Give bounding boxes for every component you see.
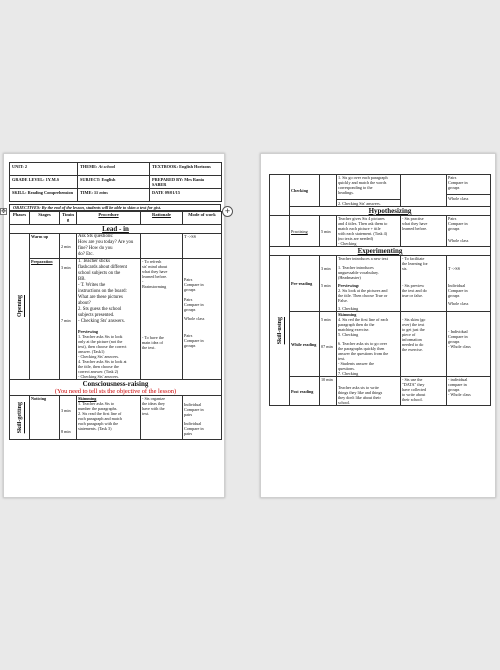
skill-label: SKILL: Reading Comprehension (12, 190, 74, 196)
procedure-line: - Checking (338, 241, 357, 246)
rationale-line: needed to do (402, 342, 424, 347)
time-preparation-2: 7 min (61, 318, 71, 323)
procedure-line: Teacher gives Sts 4 pictures (338, 216, 385, 221)
procedure-table-continued (269, 174, 491, 406)
mode-warm-up: T ->SS (183, 234, 222, 259)
mode-line: groups (448, 293, 460, 298)
procedure-line: 1. Teacher asks Sts to (78, 401, 115, 406)
col-stages: Stages (30, 212, 60, 225)
rationale-line: - To refresh (142, 259, 162, 264)
rationale-pre-reading (401, 256, 447, 312)
time-noticing-1: 3 min (61, 408, 71, 413)
mode-line: Compare in (184, 407, 204, 412)
phase-skill-getting-cell (10, 396, 30, 440)
mode-line: Pairs (184, 297, 193, 302)
time-pre-reading-1: 3 min (321, 266, 331, 271)
procedure-line: questions. (338, 366, 355, 371)
rationale-line: have collected (402, 387, 427, 392)
rationale-line: learned before. (142, 274, 168, 279)
mode-line: Compare in (448, 334, 468, 339)
mode-line: Compare in (184, 338, 204, 343)
col-procedure: Procedure (77, 212, 141, 225)
phase-opening-cell (10, 234, 30, 380)
consciousness-note: (You need to tell sts the objective of the lesson) (54, 388, 177, 395)
section-experimenting (270, 247, 491, 256)
experimenting-title: Experimenting (357, 247, 403, 255)
col-rationale: Rationale (141, 212, 183, 225)
procedure-line: text. (338, 356, 346, 361)
rationale-line: true or false. (402, 293, 424, 298)
rationale-noticing (141, 396, 183, 440)
mode-line: Whole class (448, 301, 469, 306)
procedure-line: False. (338, 298, 348, 303)
stage-practising: Practising (290, 216, 320, 247)
consciousness-title: Consciousness-raising (82, 380, 149, 388)
mode-line: - Individual (448, 329, 468, 334)
rationale-line: learned before. (402, 226, 428, 231)
time-practising: 5 min (320, 216, 337, 247)
procedure-line: 5. Checking (338, 332, 359, 337)
rationale-line: - Sts use the (402, 377, 423, 382)
rationale-line: what they have (402, 221, 428, 226)
mode-line: pairs (184, 412, 193, 417)
procedure-line: 6. Teacher asks sts to go over (338, 341, 388, 346)
time-noticing-2: 8 min (61, 429, 71, 434)
procedure-line: only at the picture (not the (78, 339, 123, 344)
procedure-line: 1. Teacher asks Sts to look (78, 334, 123, 339)
mode-preparation (183, 259, 222, 380)
mode-while-reading (447, 312, 491, 377)
procedure-line: matching exercise. (338, 327, 370, 332)
mode-line: Whole class (448, 238, 469, 243)
time-while-reading-2: 07 min (321, 344, 333, 349)
procedure-practising (337, 216, 401, 247)
time-pre-reading (320, 256, 337, 312)
col-mode: Mode of work (183, 212, 222, 225)
procedure-line: 3. Checking (338, 306, 359, 311)
procedure-line: answer. (Task1) (78, 349, 105, 354)
mode-line: pairs (184, 431, 193, 436)
mode-line: Compare in (184, 302, 204, 307)
previewing-heading: Previewing: (338, 283, 360, 288)
mode-line: Compare in (448, 180, 468, 185)
phase-blank-cell-2 (270, 216, 290, 247)
section-lead-in (10, 225, 222, 234)
row-post-reading (270, 377, 491, 406)
mode-line: Pairs (184, 277, 193, 282)
lesson-info-table (9, 162, 222, 202)
objectives-row (9, 204, 221, 211)
mode-noticing (183, 396, 222, 440)
procedure-line: paragraph then do the (338, 322, 375, 327)
rationale-line: - To facilitate (402, 256, 425, 261)
procedure-line: each paragraph with the (78, 421, 119, 426)
mode-post-reading (447, 377, 491, 406)
mode-line: Compare in (448, 288, 468, 293)
time-checking (320, 175, 337, 207)
grade-cell (10, 176, 78, 189)
procedure-line: 4. Teacher asks Sts to look at (78, 359, 127, 364)
lesson-plan-page-left (3, 153, 225, 498)
mode-line: - individual (448, 377, 468, 382)
procedure-table (9, 211, 222, 440)
stage-post-reading: Post reading (290, 377, 320, 406)
rationale-line: sts' mind about (142, 264, 168, 269)
subject-label: SUBJECT: English (80, 177, 116, 182)
procedure-line: (no texts are needed) (338, 236, 373, 241)
procedure-line: unguessable vocabulary. (338, 270, 379, 275)
mode-line: Whole class (448, 196, 469, 201)
procedure-line: the paragraphs quickly then (338, 346, 385, 351)
phase-skill-using: Skill-using (276, 316, 283, 345)
row-while-reading (270, 312, 491, 377)
mode-practising (447, 216, 491, 247)
lead-in-title: Lead - in (102, 225, 129, 233)
procedure-line: about? (78, 301, 91, 306)
add-column-icon[interactable]: + (222, 206, 233, 217)
procedure-line: text), then choose the correct (78, 344, 127, 349)
rationale-line: the exercise. (402, 347, 423, 352)
row-practising (270, 216, 491, 247)
time-post-reading: 10 min (320, 377, 337, 406)
mode-line: groups (184, 287, 196, 292)
lesson-plan-page-right (260, 153, 496, 498)
procedure-line: Ask Sts questions: (78, 234, 114, 239)
time-pre-reading-2: 5 min (321, 283, 331, 288)
procedure-line: - T. Writes the (78, 283, 106, 288)
procedure-line: instructions on the board: (78, 289, 127, 294)
mode-line: groups (448, 339, 460, 344)
rationale-line: the learning for (402, 261, 428, 266)
rationale-line: "DATA" they (402, 382, 425, 387)
stage-while-reading: While reading (290, 312, 320, 377)
procedure-line: 1. Sts go over each paragraph (338, 175, 388, 180)
procedure-line: with each statement. (Task 4) (338, 231, 388, 236)
procedure-line: How are you today? Are you fine? How do you (78, 240, 134, 251)
time-noticing (60, 396, 77, 440)
procedure-line: headings. (338, 190, 354, 195)
procedure-line: corresponding to the (338, 185, 373, 190)
stage-warm-up: Warm up (30, 234, 60, 259)
procedure-line: do? Etc. (78, 252, 94, 257)
mode-line: Individual (184, 421, 202, 426)
procedure-line: 2. Sts read the first line of (78, 411, 122, 416)
unit-cell (10, 163, 78, 176)
mode-line: Individual (448, 283, 466, 288)
time-while-reading-1: 5 min (321, 317, 331, 322)
time-warm-up: 2 min (60, 234, 77, 259)
rationale-line: - (142, 279, 144, 284)
objectives-text: OBJECTIVES: By the end of the lesson, students will be able to skim a text for gist. (13, 205, 162, 210)
rationale-line: text. (142, 411, 150, 416)
procedure-line: Teacher introduces a new text (338, 256, 388, 261)
mode-line: groups (448, 226, 460, 231)
procedure-line: BB. (78, 277, 86, 282)
row-warm-up (10, 234, 222, 259)
date-cell (150, 189, 222, 202)
col-timing: Timin g (60, 212, 77, 225)
procedure-line: - Checking Sts' answers. (78, 319, 125, 324)
rationale-line: to write about (402, 392, 426, 397)
textbook-label: TEXTBOOK: English Horizons (152, 164, 211, 169)
hypothesizing-title: Hypothesizing (368, 207, 412, 215)
rationale-preparation (141, 259, 183, 380)
section-consciousness-raising (10, 380, 222, 396)
procedure-noticing (77, 396, 141, 440)
skill-cell (10, 189, 78, 202)
theme-value: At school (98, 164, 116, 169)
row-preparation (10, 259, 222, 380)
time-preparation (60, 259, 77, 380)
rationale-line: piece of (402, 332, 416, 337)
col-phases: Phases (10, 212, 30, 225)
stage-preparation: Preparation (30, 259, 60, 380)
procedure-line: subjects presented. (78, 313, 115, 318)
procedure-warm-up (77, 234, 141, 259)
phase-opening: Opening (16, 295, 23, 318)
time-value: 55 mins (93, 190, 108, 196)
procedure-line: 4. Sts red the first line of each (338, 317, 389, 322)
theme-label: THEME: (80, 164, 98, 169)
rationale-post-reading (401, 377, 447, 406)
rationale-line: the text. (142, 345, 156, 350)
mode-line: - Whole class (448, 344, 471, 349)
procedure-checking (337, 175, 401, 207)
procedure-line: (Headmaster) (338, 275, 361, 280)
rationale-checking (401, 175, 447, 207)
procedure-line: answer the questions from the (338, 351, 389, 356)
rationale-line: sts. (402, 266, 408, 271)
theme-cell (78, 163, 150, 176)
mode-line: groups (448, 387, 460, 392)
time-cell (78, 189, 150, 202)
row-checking (270, 175, 491, 207)
procedure-line: quickly and match the words (338, 180, 387, 185)
procedure-line: school subjects on the (78, 271, 121, 276)
prepared-label: PREPARED BY: Mrs Rania SABER (152, 177, 204, 188)
skimming-heading: Skimming (78, 396, 97, 401)
section-hypothesizing (270, 207, 491, 216)
rationale-line: main idea of (142, 340, 163, 345)
procedure-line: 2. Sts look at the pictures and (338, 288, 388, 293)
procedure-while-reading (337, 312, 401, 377)
mode-checking (447, 175, 491, 207)
rationale-line: have with the (142, 406, 165, 411)
procedure-line: they don't like about their (338, 395, 381, 400)
mode-pre-reading (447, 256, 491, 312)
mode-line: Compare in (448, 221, 468, 226)
mode-line: compare in (448, 382, 467, 387)
stage-noticing: Noticing (30, 396, 60, 440)
procedure-line: match each picture + title (338, 226, 381, 231)
rationale-line: the text and do (402, 288, 427, 293)
time-while-reading (320, 312, 337, 377)
procedure-line: - Checking Sts' answers. (78, 374, 119, 379)
procedure-line: flashcards about different (78, 265, 127, 270)
procedure-line: Teacher asks sts to write (338, 385, 379, 390)
procedure-line: the title, then choose the (78, 364, 119, 369)
rationale-line: over) the text (402, 322, 425, 327)
rationale-line: - To have the (142, 335, 164, 340)
rationale-warm-up (141, 234, 183, 259)
column-header-row (10, 212, 222, 225)
rationale-practising (401, 216, 447, 247)
mode-line: Compare in (184, 282, 204, 287)
stage-checking: Checking (290, 175, 320, 207)
procedure-line: correct answer. (Task 2) (78, 369, 119, 374)
procedure-line: 2. Sts guess the school (78, 307, 122, 312)
procedure-line: 7. Checking (338, 371, 359, 376)
textbook-cell (150, 163, 222, 176)
phase-skill-using-cell (270, 256, 290, 406)
date-label: DATE 09/01/15 (152, 190, 180, 196)
procedure-line: 1. Teacher sticks (78, 259, 110, 264)
row-noticing (10, 396, 222, 440)
phase-blank-cell (270, 175, 290, 216)
rationale-line: - Sts organize (142, 396, 165, 401)
procedure-preparation (77, 259, 141, 380)
mode-line: groups (448, 185, 460, 190)
mode-line: Individual (184, 402, 202, 407)
rationale-line: - Sts skim (go (402, 317, 426, 322)
procedure-line: each paragraph and match (78, 416, 122, 421)
grade-label: GRADE LEVEL: 1Y.M.S (12, 177, 60, 182)
procedure-post-reading (337, 377, 401, 406)
procedure-line: the title. Then choose True or (338, 293, 388, 298)
mode-line: Pairs (448, 216, 457, 221)
rationale-line: what they have (142, 269, 168, 274)
procedure-line: 2. Checking Sts' answers. (338, 201, 381, 206)
procedure-line: 1. Teacher introduces (338, 265, 374, 270)
mode-line: groups (184, 343, 196, 348)
skimming-heading: Skimming (338, 312, 357, 317)
mode-line: Whole class (184, 316, 205, 321)
procedure-line: number the paragraphs. (78, 406, 118, 411)
mode-line: - Whole class (448, 392, 471, 397)
previewing-heading: Previewing (78, 329, 98, 334)
procedure-line: - Checking Sts' answers. (78, 354, 119, 359)
rationale-line: - Sts preview (402, 283, 425, 288)
table-move-handle-icon[interactable]: ✥ (1, 208, 7, 215)
mode-line: T ->SS (448, 266, 460, 271)
mode-line: groups (184, 307, 196, 312)
rationale-while-reading (401, 312, 447, 377)
procedure-pre-reading (337, 256, 401, 312)
procedure-line: What are these pictures (78, 295, 123, 300)
stage-pre-reading: Pre-reading (290, 256, 320, 312)
rationale-line: the ideas they (142, 401, 166, 406)
row-pre-reading (270, 256, 491, 312)
rationale-line: - Sts practise (402, 216, 424, 221)
procedure-line: school. (338, 400, 350, 405)
mode-line: Compare in (184, 426, 204, 431)
procedure-line: and 4 titles. Then ask them to (338, 221, 388, 226)
rationale-line: Brainstorming (142, 284, 167, 289)
procedure-line: things they like and things (338, 390, 383, 395)
rationale-line: information (402, 337, 422, 342)
unit-label: UNIT: 2 (12, 164, 28, 169)
time-preparation-1: 3 min (61, 265, 71, 270)
prepared-cell (150, 176, 222, 189)
procedure-line: - Students answer the (338, 361, 374, 366)
time-label: TIME: (80, 190, 93, 196)
phase-skill-getting: Skill-getting (16, 401, 23, 434)
mode-line: Pairs (448, 175, 457, 180)
procedure-line: statements. (Task 3) (78, 426, 112, 431)
rationale-line: their school. (402, 397, 423, 402)
rationale-line: to get just the (402, 327, 425, 332)
mode-line: Pairs (184, 333, 193, 338)
subject-cell (78, 176, 150, 189)
